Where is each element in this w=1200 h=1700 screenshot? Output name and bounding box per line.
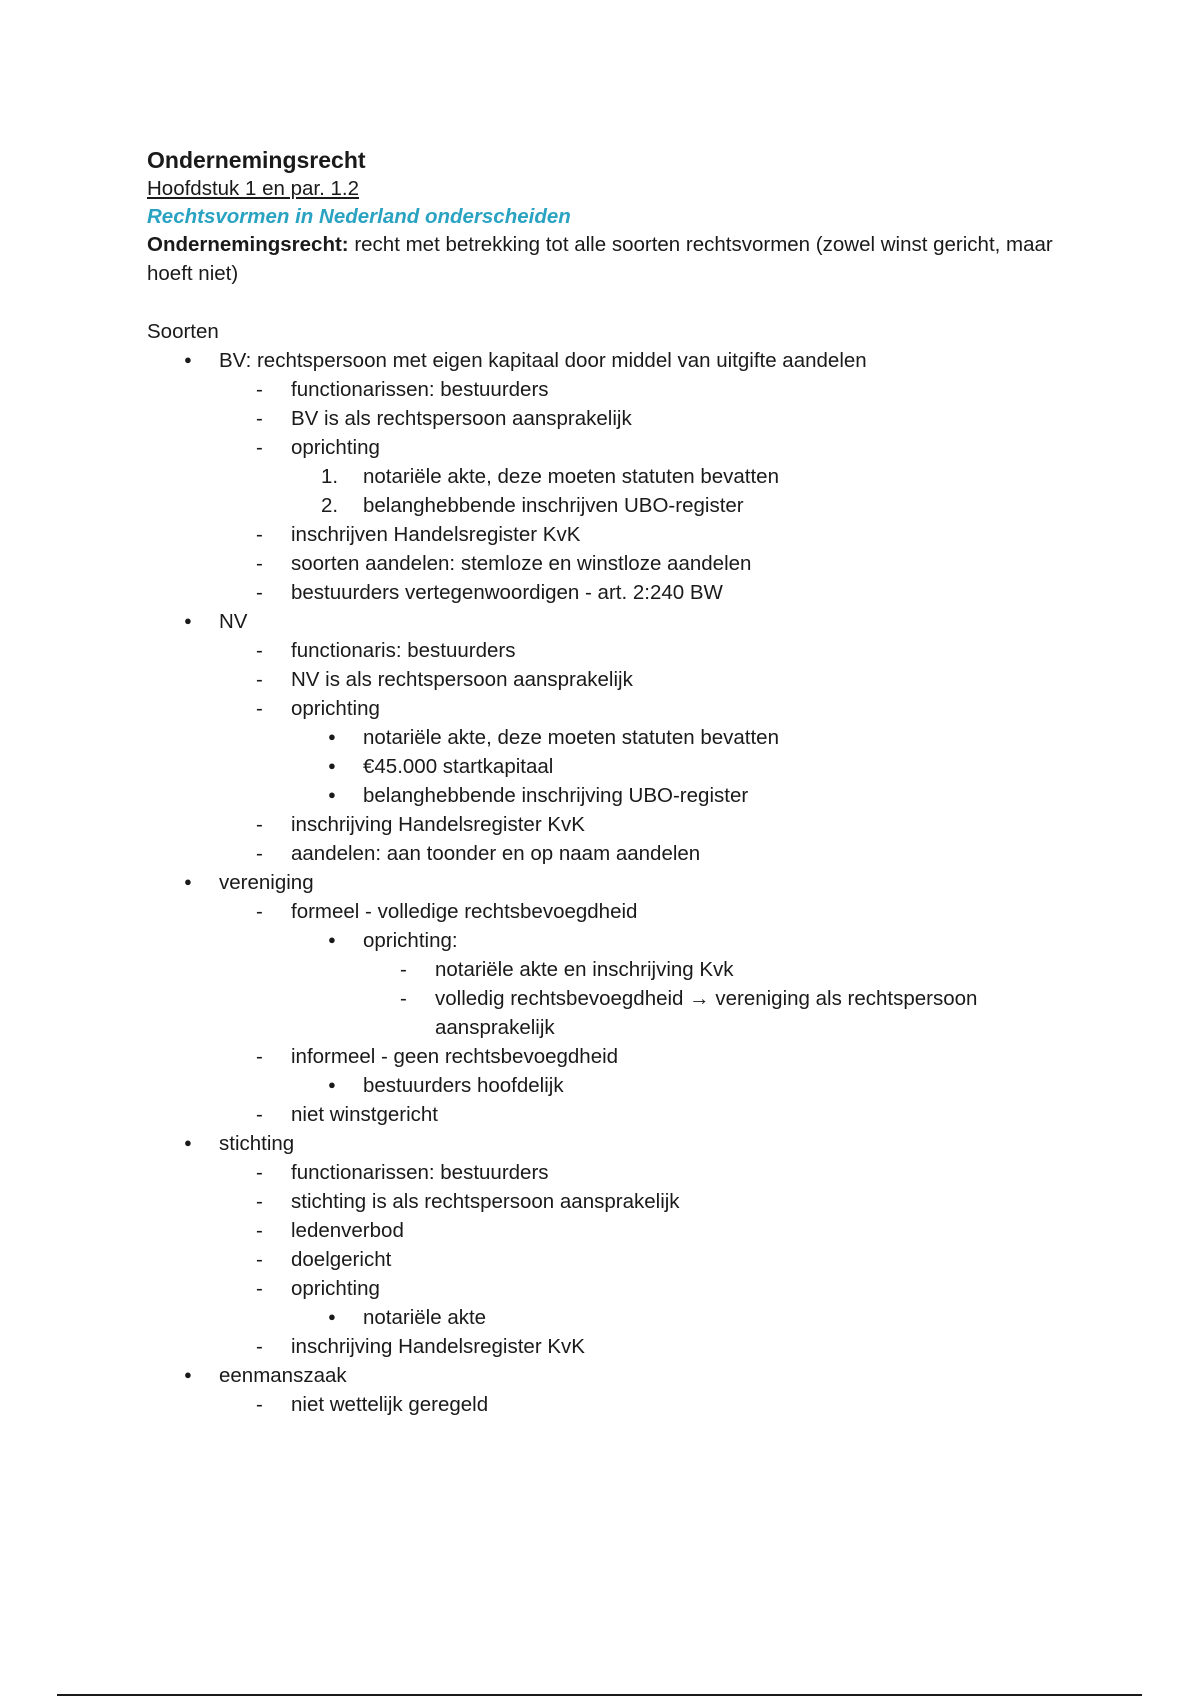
- list-item-text: notariële akte, deze moeten statuten bevatten: [363, 465, 779, 488]
- list-number: 1.: [321, 465, 339, 488]
- dash-icon: [400, 984, 420, 1013]
- bullet-icon: [184, 868, 204, 899]
- dash-icon: [256, 375, 276, 404]
- dash-icon: [256, 636, 276, 665]
- list-item: [291, 723, 1077, 752]
- bv-oprichting-list: [291, 462, 1077, 520]
- list-item-text: niet winstgericht: [291, 1103, 438, 1126]
- nv-oprichting-list: [291, 723, 1077, 810]
- dash-icon: [256, 810, 276, 839]
- list-item-text: bestuurders vertegenwoordigen - art. 2:240 BW: [291, 581, 723, 604]
- list-item: [219, 433, 1077, 520]
- list-item: [219, 375, 1077, 404]
- section-subtitle: Rechtsvormen in Nederland onderscheiden: [147, 205, 571, 228]
- dash-icon: [256, 549, 276, 578]
- list-item: [219, 1042, 1077, 1100]
- list-item: [291, 1071, 1077, 1100]
- eenmanszaak-sublist: [219, 1390, 1077, 1419]
- list-item-text: ledenverbod: [291, 1219, 404, 1242]
- stichting-sublist: [219, 1158, 1077, 1361]
- list-item-text: functionarissen: bestuurders: [291, 1161, 549, 1184]
- formeel-sublist: [291, 926, 1077, 1042]
- definition-term: Ondernemingsrecht:: [147, 233, 349, 256]
- chapter-heading: Hoofdstuk 1 en par. 1.2: [147, 177, 359, 200]
- list-item-text: bestuurders hoofdelijk: [363, 1074, 564, 1097]
- list-item-text: oprichting: [291, 697, 380, 720]
- vereniging-oprichting-list: [363, 955, 1077, 1042]
- bullet-icon: [328, 781, 348, 812]
- list-item: [219, 1332, 1077, 1361]
- vereniging-sublist: [219, 897, 1077, 1129]
- list-item: [219, 549, 1077, 578]
- list-item-text: oprichting: [291, 1277, 380, 1300]
- dash-icon: [256, 1390, 276, 1419]
- list-item: [219, 839, 1077, 868]
- list-item-text: stichting is als rechtspersoon aansprakelijk: [291, 1190, 680, 1213]
- list-item: [291, 781, 1077, 810]
- list-item: [219, 636, 1077, 665]
- dash-icon: [256, 1216, 276, 1245]
- dash-icon: [256, 1332, 276, 1361]
- list-item-text: functionarissen: bestuurders: [291, 378, 549, 401]
- list-item: [291, 491, 1077, 520]
- list-item: [219, 665, 1077, 694]
- list-number: 2.: [321, 494, 339, 517]
- list-item: [363, 955, 1077, 984]
- bv-sublist: [219, 375, 1077, 607]
- list-item-text: oprichting: [291, 436, 380, 459]
- dash-icon: [256, 665, 276, 694]
- list-item-text: aandelen: aan toonder en op naam aandelen: [291, 842, 701, 865]
- list-item-text: inschrijven Handelsregister KvK: [291, 523, 581, 546]
- bullet-icon: [184, 346, 204, 377]
- list-item: [363, 984, 1077, 1042]
- list-item-text: niet wettelijk geregeld: [291, 1393, 489, 1416]
- list-item-stichting: [147, 1129, 1077, 1361]
- dash-icon: [256, 1100, 276, 1129]
- list-item-text: BV is als rechtspersoon aansprakelijk: [291, 407, 632, 430]
- rechtsvormen-list: [147, 346, 1077, 1419]
- stichting-label: stichting: [219, 1132, 295, 1155]
- bullet-icon: [328, 752, 348, 783]
- list-item: [291, 462, 1077, 491]
- bullet-icon: [184, 607, 204, 638]
- dash-icon: [256, 1042, 276, 1071]
- list-item: [219, 1158, 1077, 1187]
- document-page: [147, 145, 1077, 1419]
- list-item-text: volledig rechtsbevoegdheid → vereniging als rechtspersoon aansprakelijk: [435, 987, 978, 1039]
- dash-icon: [256, 839, 276, 868]
- definition-paragraph: [147, 231, 1077, 288]
- dash-icon: [256, 404, 276, 433]
- list-item-text: informeel - geen rechtsbevoegdheid: [291, 1045, 619, 1068]
- list-item: [219, 694, 1077, 810]
- dash-icon: [256, 1245, 276, 1274]
- list-item-text: belanghebbende inschrijven UBO-register: [363, 494, 744, 517]
- bv-label: BV: rechtspersoon met eigen kapitaal door middel van uitgifte aandelen: [219, 349, 867, 372]
- list-item-nv: [147, 607, 1077, 868]
- bullet-icon: [328, 1303, 348, 1334]
- list-item: [219, 520, 1077, 549]
- list-item-text: formeel - volledige rechtsbevoegdheid: [291, 900, 638, 923]
- list-item: [219, 1390, 1077, 1419]
- list-item: [219, 404, 1077, 433]
- list-item-text: NV is als rechtspersoon aansprakelijk: [291, 668, 633, 691]
- eenmanszaak-label: eenmanszaak: [219, 1364, 347, 1387]
- list-item-text: inschrijving Handelsregister KvK: [291, 1335, 585, 1358]
- soorten-label: Soorten: [147, 320, 219, 343]
- bottom-divider: [57, 1694, 1142, 1696]
- list-item-text: functionaris: bestuurders: [291, 639, 516, 662]
- bullet-icon: [328, 1071, 348, 1102]
- list-item-bv: [147, 346, 1077, 607]
- bullet-icon: [184, 1361, 204, 1392]
- list-item-text: notariële akte: [363, 1306, 487, 1329]
- list-item-eenmanszaak: [147, 1361, 1077, 1419]
- nv-label: NV: [219, 610, 248, 633]
- list-item-vereniging: [147, 868, 1077, 1129]
- dash-icon: [256, 520, 276, 549]
- list-item-text: €45.000 startkapitaal: [363, 755, 554, 778]
- dash-icon: [256, 578, 276, 607]
- dash-icon: [256, 1158, 276, 1187]
- list-item-text: doelgericht: [291, 1248, 392, 1271]
- list-item-text: inschrijving Handelsregister KvK: [291, 813, 585, 836]
- dash-icon: [256, 1274, 276, 1303]
- list-item: [219, 897, 1077, 1042]
- list-item: [219, 1245, 1077, 1274]
- nv-sublist: [219, 636, 1077, 868]
- list-item: [291, 752, 1077, 781]
- stichting-oprichting-list: [291, 1303, 1077, 1332]
- informeel-sublist: [291, 1071, 1077, 1100]
- list-item: [219, 578, 1077, 607]
- list-item-text: soorten aandelen: stemloze en winstloze aandelen: [291, 552, 752, 575]
- dash-icon: [256, 694, 276, 723]
- list-item-text: oprichting:: [363, 929, 458, 952]
- dash-icon: [400, 955, 420, 984]
- dash-icon: [256, 897, 276, 926]
- list-item: [219, 810, 1077, 839]
- dash-icon: [256, 433, 276, 462]
- list-item-text: belanghebbende inschrijving UBO-register: [363, 784, 749, 807]
- bullet-icon: [328, 926, 348, 957]
- list-item: [219, 1187, 1077, 1216]
- list-item: [219, 1216, 1077, 1245]
- list-item: [291, 1303, 1077, 1332]
- list-item-text: notariële akte en inschrijving Kvk: [435, 958, 734, 981]
- list-item-text: notariële akte, deze moeten statuten bevatten: [363, 726, 779, 749]
- bullet-icon: [184, 1129, 204, 1160]
- list-item: [219, 1274, 1077, 1332]
- list-item: [291, 926, 1077, 1042]
- list-item: [219, 1100, 1077, 1129]
- vereniging-label: vereniging: [219, 871, 314, 894]
- bullet-icon: [328, 723, 348, 754]
- document-title: Ondernemingsrecht: [147, 147, 366, 173]
- definition-text: recht met betrekking tot alle soorten rechtsvormen (zowel winst gericht, maar hoeft niet): [147, 233, 1053, 285]
- dash-icon: [256, 1187, 276, 1216]
